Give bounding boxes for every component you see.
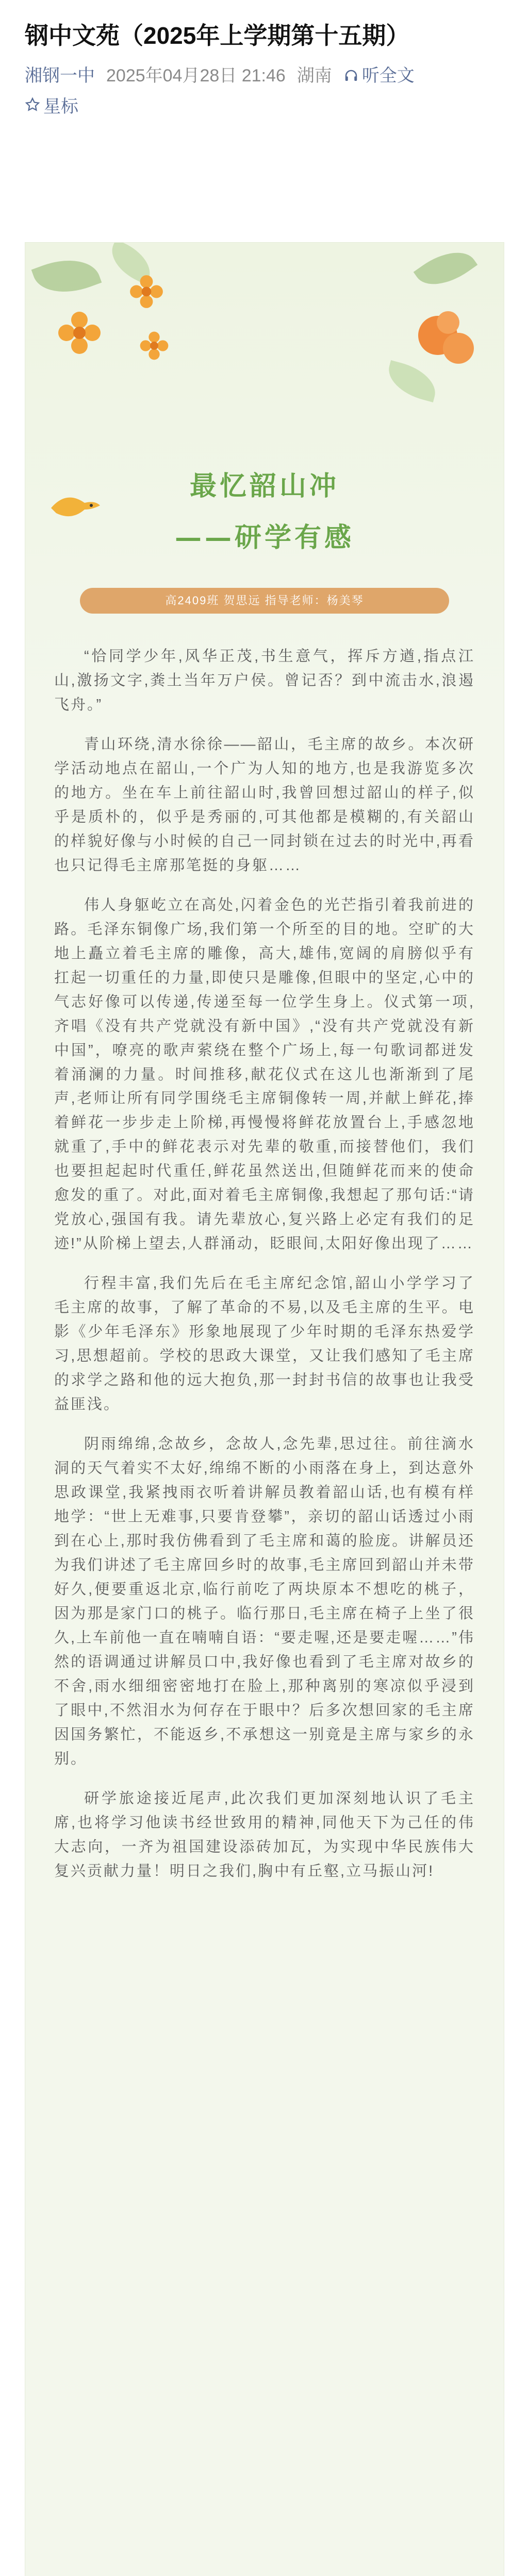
publish-date: 2025年04月28日 21:46 xyxy=(106,65,286,86)
paragraph: 研学旅途接近尾声,此次我们更加深刻地认识了毛主席,也将学习他读书经世致用的精神,同他天下为己任的伟大志向，一齐为祖国建设添砖加瓦，为实现中华民族伟大复兴贡献力量！明日之我们,胸中有丘壑,立马振山河! xyxy=(54,1790,475,1879)
banner-illustration xyxy=(25,243,504,706)
article-title: 钢中文苑（2025年上学期第十五期） xyxy=(25,22,410,49)
article-content xyxy=(54,645,475,1899)
article-body-card xyxy=(25,242,504,2576)
leaf-decoration xyxy=(31,249,102,304)
article-meta xyxy=(25,63,503,89)
star-label: 星标 xyxy=(43,96,78,116)
leaf-decoration xyxy=(414,243,478,297)
banner-title-line1: 最忆韶山冲 xyxy=(189,470,339,502)
location: 湖南 xyxy=(296,65,332,86)
flower-icon xyxy=(56,310,103,356)
banner-title-line2: ——研学有感 xyxy=(174,522,354,553)
listen-button[interactable] xyxy=(343,63,426,89)
paragraph: 青山环绕,清水徐徐——韶山，毛主席的故乡。本次研学活动地点在韶山,一个广为人知的地方,也是我游览多次的地方。坐在车上前往韶山时,我曾回想过韶山的样子,似乎是质朴的，似乎是秀丽的,可其他都是模糊的,有关韶山的样貌好像与小时候的自己一同封锁在过去的时光中,再看也只记得毛主席那笔挺的身躯…… xyxy=(54,736,475,874)
flower-icon xyxy=(139,330,170,361)
account-name-link[interactable]: 湘钢一中 xyxy=(25,65,95,86)
paragraph: 阴雨绵绵,念故乡，念故人,念先辈,思过往。前往滴水洞的天气着实不太好,绵绵不断的小雨落在身上，到达意外思政课堂,我紧拽雨衣听着讲解员教着韶山话,也有模有样地学：“世上无难事,只要肯登攀”，亲切的韶山话透过小雨到在心上,那时我仿佛看到了毛主席和蔼的脸庞。讲解员还为我们讲述了毛主席回乡时的故事,毛主席回到韶山并未带好久,便要重返北京,临行前吃了两块原本不想吃的桃子，因为那是家门口的桃子。临行那日,毛主席在椅子上坐了很久,上车前他一直在喃喃自语：“要走喔,还是要走喔……”伟然的语调通过讲解员口中,我好像也看到了毛主席对故乡的不舍,雨水细细密密地打在脸上,那种离别的寒凉似乎浸到了眼中,不然泪水为何存在于眼中？后多次想回家的毛主席因国务繁忙，不能返乡,不承想这一别竟是主席与家乡的永别。 xyxy=(54,1436,475,1767)
star-icon xyxy=(25,97,40,112)
paragraph: 行程丰富,我们先后在毛主席纪念馆,韶山小学学习了毛主席的故事，了解了革命的不易,以及毛主席的生平。电影《少年毛泽东》形象地展现了少年时期的毛泽东热爱学习,思想超前。学校的思政大课堂，又让我们感知了毛主席的求学之路和他的远大抱负,那一封封书信的故事也让我受益匪浅。 xyxy=(54,1275,475,1413)
article-header xyxy=(0,0,528,128)
flower-icon xyxy=(128,274,164,310)
headphones-icon xyxy=(343,68,359,83)
paragraph: “恰同学少年,风华正茂,书生意气，挥斥方遒,指点江山,激扬文字,粪土当年万户侯。曾记否？到中流击水,浪遏飞舟。” xyxy=(54,648,475,713)
fruit-icon xyxy=(407,299,484,377)
byline-badge: 高2409班 贺思远 指导老师：杨美琴 xyxy=(80,588,449,614)
listen-label: 听全文 xyxy=(361,65,415,86)
star-button[interactable] xyxy=(25,92,503,117)
paragraph: 伟人身躯屹立在高处,闪着金色的光芒指引着我前进的路。毛泽东铜像广场,我们第一个所至的目的地。空旷的大地上矗立着毛主席的雕像，高大,雄伟,宽阔的肩膀似乎有扛起一切重任的力量,即使只是雕像,但眼中的坚定,心中的气志好像可以传递,传递至每一位学生身上。仪式第一项,齐唱《没有共产党就没有新中国》,“没有共产党就没有新中国”，嘹亮的歌声萦绕在整个广场上,每一句歌词都迸发着涌澜的力量。时间推移,献花仪式在这儿也渐渐到了尾声,老师让所有同学围绕毛主席铜像转一周,并献上鲜花,捧着鲜花一步步走上阶梯,再慢慢将鲜花放置台上,手感忽地就重了,手中的鲜花表示对先辈的敬重,而接替他们，我们也要担起起时代重任,鲜花虽然送出,但随鲜花而来的使命愈发的重了。对此,面对着毛主席铜像,我想起了那句话:“请党放心,强国有我。请先辈放心,复兴路上必定有我们的足迹!”从阶梯上望去,人群涌动，眨眼间,太阳好像出现了…… xyxy=(54,896,475,1252)
